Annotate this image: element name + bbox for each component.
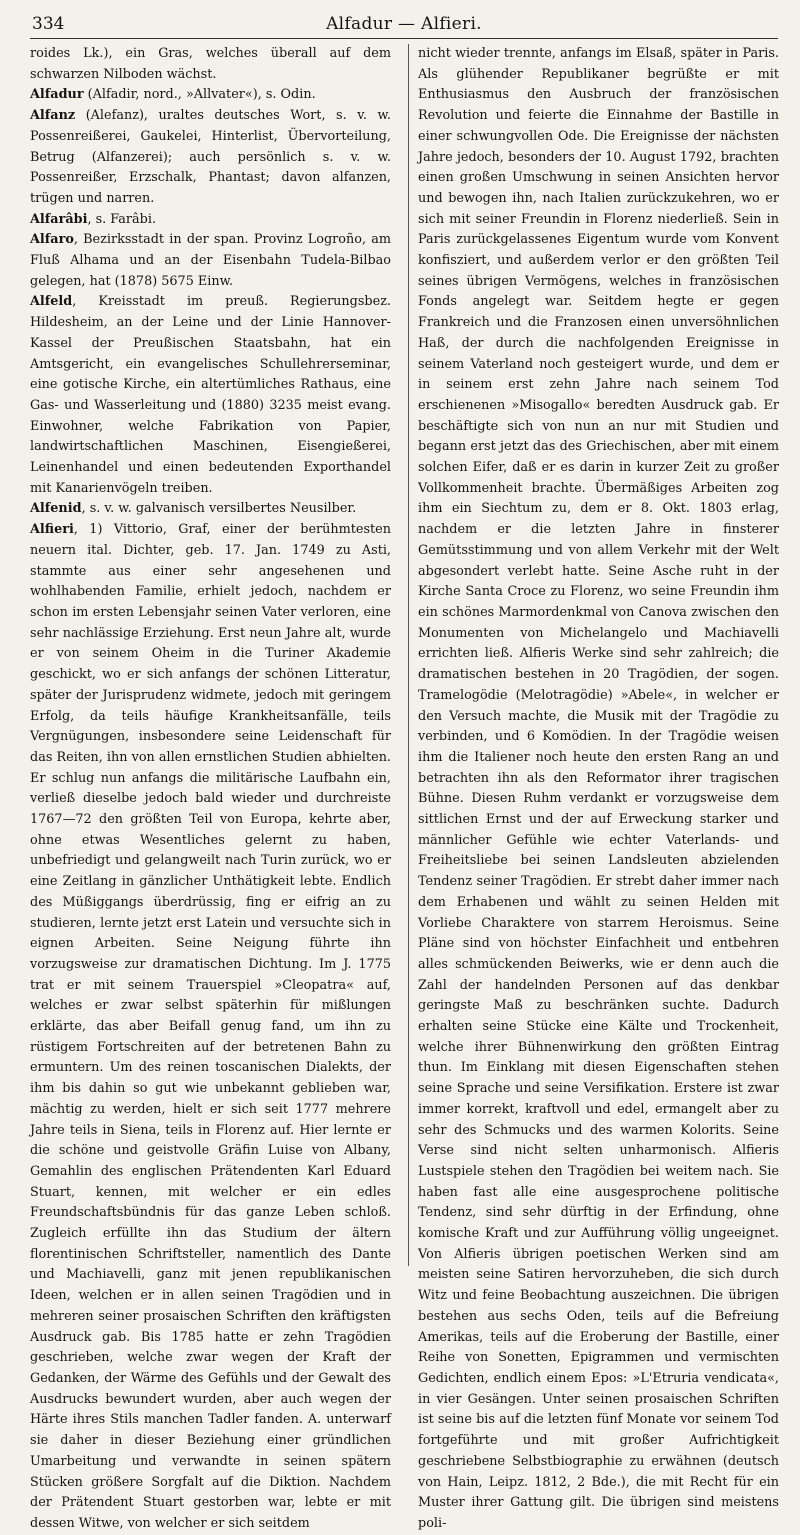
column-divider <box>408 44 409 1266</box>
entry-text: , Kreisstadt im preuß. Regierungsbez. Hildesheim, an der Leine und der Linie Hannover-Kassel der Preußischen Staatsbahn, hat ein Amtsgericht, ein evangelisches Schullehrerseminar, eine gotische Kirche, ein altertümliches Rathaus, eine Gas- und Wasserleitung und (1880) 3235 meist evang. Einwohner, welche Fabrikation von Papier, landwirtschaftlichen Maschinen, Eisengießerei, Leinenhandel und einen bedeutenden Exporthandel mit Kanarienvögeln treiben. <box>30 294 391 496</box>
entry-text: (Alfadir, nord., »Allvater«), s. Odin. <box>83 87 316 103</box>
entry-term: Alfeld <box>30 294 73 310</box>
entry-term: Alfarâbi <box>30 211 88 227</box>
entry-term: Alfieri <box>30 522 74 538</box>
continuation-text: roides Lk.), ein Gras, welches überall auf dem schwarzen Nilboden wächst. <box>30 46 391 82</box>
entry-text: , Bezirksstadt in der span. Provinz Logroño, am Fluß Alhama und an der Eisenbahn Tudela-Bilbao gelegen, hat (1878) 5675 Einw. <box>30 232 391 289</box>
entry-alfadur <box>30 85 391 106</box>
entry-term: Alfadur <box>30 87 84 103</box>
entry-alfenid <box>30 499 391 520</box>
entry-text: , s. v. w. galvanisch versilbertes Neusilber. <box>81 501 357 517</box>
entry-term: Alfaro <box>30 232 74 248</box>
entry-term: Alfanz <box>30 108 76 124</box>
right-column-text: nicht wieder trennte, anfangs im Elsaß, später in Paris. Als glühender Republikaner begrüßte er mit Enthusiasmus den Ausbruch der französischen Revolution und feierte die Einnahme der Bastille in einer schwungvollen Ode. Die Ereignisse der nächsten Jahre jedoch, besonders der 10. August 1792, brachten einen großen Umschwung in seinen Ansichten hervor und bewogen ihn, nach Italien zurückzukehren, wo er sich mit seiner Freundin in Florenz niederließ. Sein in Paris zurückgelassenes Eigentum wurde vom Konvent konfisziert, und außerdem verlor er den größten Teil seines übrigen Vermögens, welches in französischen Fonds angelegt war. Seitdem hegte er gegen Frankreich und die Franzosen einen unversöhnlichen Haß, der durch die nachfolgenden Ereignisse in seinem Vaterland noch gesteigert wurde, und dem er in seinem erst zehn Jahre nach seinem Tod erschienenen »Misogallo« beredten Ausdruck gab. Er beschäftigte sich von nun an nur mit Studien und begann erst jetzt das des Griechischen, aber mit einem solchen Eifer, daß er es darin in kurzer Zeit zu großer Vollkommenheit brachte. Übermäßiges Arbeiten zog ihm ein Siechtum zu, dem er 8. Okt. 1803 erlag, nachdem er die letzten Jahre in finsterer Gemütsstimmung und von allem Verkehr mit der Welt abgesondert verlebt hatte. Seine Asche ruht in der Kirche Santa Croce zu Florenz, wo seine Freundin ihm ein schönes Marmordenkmal von Canova zwischen den Monumenten von Michelangelo und Machiavelli errichten ließ. Alfieris Werke sind sehr zahlreich; die dramatischen bestehen in 20 Tragödien, der sogen. Tramelogödie (Melotragödie) »Abele«, in welcher er den Versuch machte, die Musik mit der Tragödie zu verbinden, und 6 Komödien. In der Tragödie weisen ihm die Italiener noch heute den ersten Rang an und betrachten ihn als den Reformator ihrer tragischen Bühne. Diesen Ruhm verdankt er vorzugsweise dem sittlichen Ernst und der auf Erweckung starker und männlicher Gefühle wie echter Vaterlands- und Freiheitsliebe bei seinen Landsleuten abzielenden Tendenz seiner Tragödien. Er strebt daher immer nach dem Erhabenen und wählt zu seinen Helden mit Vorliebe Charaktere von starrem Heroismus. Seine Pläne sind von höchster Einfachheit und entbehren alles schmückenden Beiwerks, wie er denn auch die Zahl der handelnden Personen auf das denkbar geringste Maß zu beschränken suchte. Dadurch erhalten seine Stücke eine Kälte und Trockenheit, welche ihrer Bühnenwirkung den größten Eintrag thun. Im Einklang mit diesen Eigenschaften stehen seine Sprache und seine Versifikation. Erstere ist zwar immer korrekt, kraftvoll und edel, ermangelt aber zu sehr des Schmucks und des warmen Kolorits. Seine Verse sind nicht selten unharmonisch. Alfieris Lustspiele stehen den Tragödien bei weitem nach. Sie haben fast alle eine ausgesprochene politische Tendenz, sind sehr dürftig in der Erfindung, ohne komische Kraft und zur Aufführung völlig ungeeignet. Von Alfieris übrigen poetischen Werken sind am meisten seine Satiren hervorzuheben, die sich durch Witz und feine Beobachtung auszeichnen. Die übrigen bestehen aus sechs Oden, teils auf die Befreiung Amerikas, teils auf die Eroberung der Bastille, einer Reihe von Sonetten, Epigrammen und vermischten Gedichten, endlich einem Epos: »L'Etruria vendicata«, in vier Gesängen. Unter seinen prosaischen Schriften ist seine bis auf die letzten fünf Monate vor seinem Tod fortgeführte und mit großer Aufrichtigkeit geschriebene Selbstbiographie zu erwähnen (deutsch von Hain, Leipz. 1812, 2 Bde.), die mit Recht für ein Muster ihrer Gattung gilt. Die übrigen sind meistens poli- <box>418 46 779 1531</box>
page-header <box>30 12 778 39</box>
page-number: 334 <box>32 14 65 34</box>
entry-term: Alfenid <box>30 501 82 517</box>
left-column <box>30 44 391 1531</box>
entry-text: (Alefanz), uraltes deutsches Wort, s. v. w. Possenreißerei, Gaukelei, Hinterlist, Übervorteilung, Betrug (Alfanzerei); auch persönlich s. v. w. Possenreißer, Erzschalk, Phantast; davon alfanzen, trügen und narren. <box>30 108 391 206</box>
running-head: Alfadur — Alfieri. <box>326 14 482 34</box>
entry-text: , 1) Vittorio, Graf, einer der berühmtesten neuern ital. Dichter, geb. 17. Jan. 1749 zu Asti, stammte aus einer sehr angesehenen und wohlhabenden Familie, erhielt jedoch, nachdem er schon im ersten Lebensjahr seinen Vater verloren, eine sehr nachlässige Erziehung. Erst neun Jahre alt, wurde er von seinem Oheim in die Turiner Akademie geschickt, wo er sich anfangs der schönen Litteratur, später der Jurisprudenz widmete, jedoch mit geringem Erfolg, da teils häufige Krankheitsanfälle, teils Vergnügungen, insbesondere seine Leidenschaft für das Reiten, ihn von allen ernstlichen Studien abhielten. Er schlug nun anfangs die militärische Laufbahn ein, verließ dieselbe jedoch bald wieder und durchreiste 1767—72 den größten Teil von Europa, kehrte aber, ohne etwas Wesentliches gelernt zu haben, unbefriedigt und gelangweilt nach Turin zurück, wo er eine Zeitlang in gänzlicher Unthätigkeit lebte. Endlich des Müßiggangs überdrüssig, fing er eifrig an zu studieren, lernte jetzt erst Latein und versuchte sich in eignen Arbeiten. Seine Neigung führte ihn vorzugsweise zur dramatischen Dichtung. Im J. 1775 trat er mit seinem Trauerspiel »Cleopatra« auf, welches er zwar selbst späterhin für mißlungen erklärte, das aber Beifall genug fand, um ihn zu rüstigem Fortschreiten auf der betretenen Bahn zu ermuntern. Um des reinen toscanischen Dialekts, der ihm bis dahin so gut wie unbekannt geblieben war, mächtig zu werden, hielt er sich seit 1777 mehrere Jahre teils in Siena, teils in Florenz auf. Hier lernte er die schöne und geistvolle Gräfin Luise von Albany, Gemahlin des englischen Prätendenten Karl Eduard Stuart, kennen, mit welcher er ein edles Freundschaftsbündnis für das ganze Leben schloß. Zugleich erfüllte ihn das Studium der ältern florentinischen Schriftsteller, namentlich des Dante und Machiavelli, ganz mit jenen republikanischen Ideen, welchen er in allen seinen Tragödien und in mehreren seiner prosaischen Schriften den kräftigsten Ausdruck gab. Bis 1785 hatte er zehn Tragödien geschrieben, welche zwar wegen der Kraft der Gedanken, der Wärme des Gefühls und der Gewalt des Ausdrucks bewundert wurden, aber auch wegen der Härte ihres Stils manchen Tadler fanden. A. unterwarf sie daher in dieser Beziehung einer gründlichen Umarbeitung und verwandte in seinen spätern Stücken größere Sorgfalt auf die Diktion. Nachdem der Prätendent Stuart gestorben war, lebte er mit dessen Witwe, von welcher er sich seitdem <box>30 522 391 1531</box>
entry-text: , s. Farâbi. <box>87 211 157 227</box>
right-column <box>418 44 779 1531</box>
entry-alfieri <box>30 520 391 1534</box>
entry-alfeld <box>30 292 391 499</box>
entry-alfaro <box>30 230 391 292</box>
entry-alfanz <box>30 106 391 210</box>
entry-alfarabi <box>30 210 391 231</box>
